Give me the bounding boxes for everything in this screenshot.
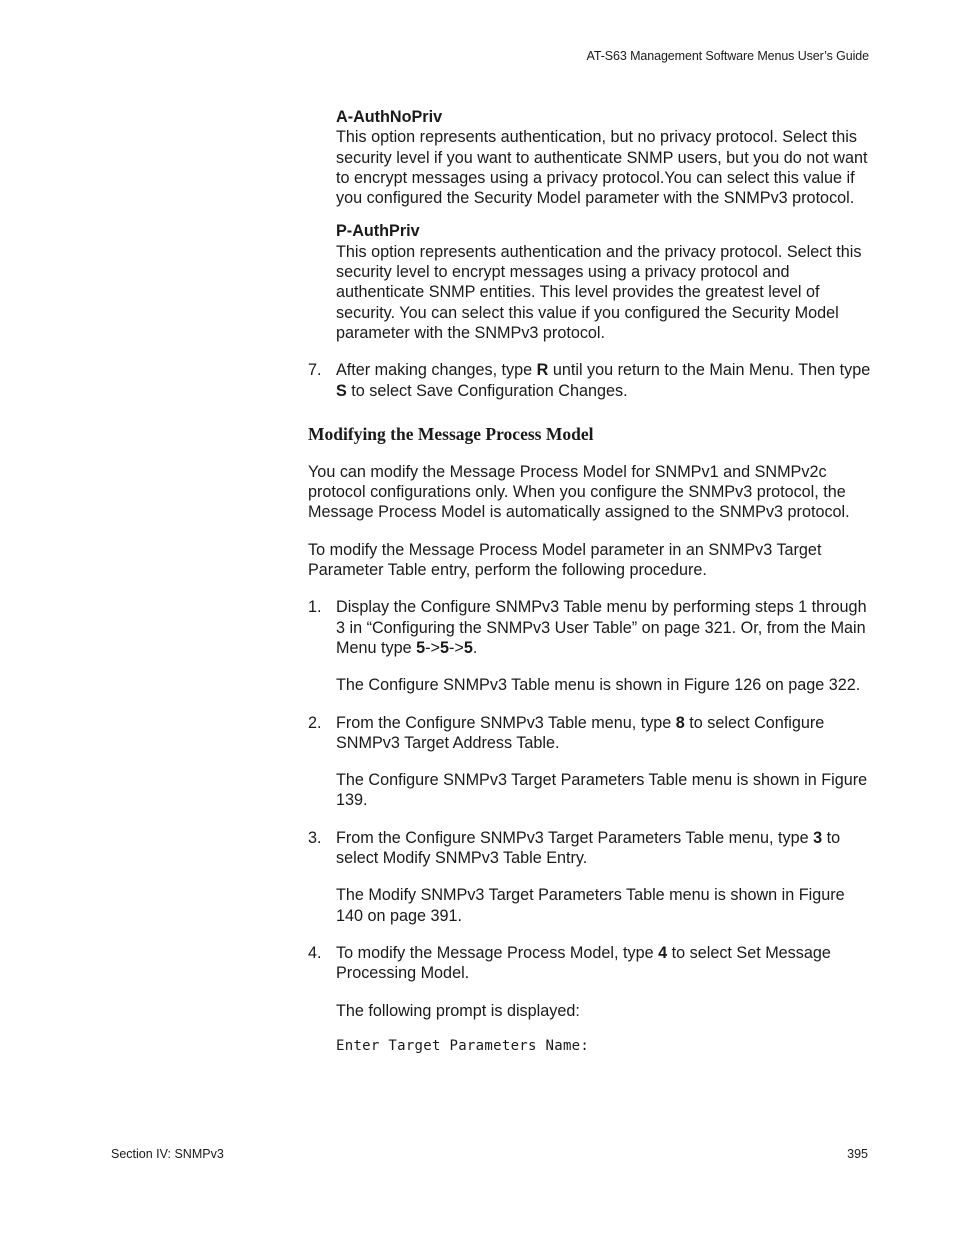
footer-section: Section IV: SNMPv3: [111, 1147, 224, 1161]
page-content: [308, 107, 873, 1056]
step-number: 3.: [308, 828, 322, 847]
step-4: [308, 943, 873, 984]
step-number: 7.: [308, 361, 322, 380]
step-note: The Modify SNMPv3 Target Parameters Table menu is shown in Figure 140 on page 391.: [336, 886, 845, 925]
step-number: 1.: [308, 598, 322, 617]
command-prompt: Enter Target Parameters Name:: [336, 1037, 590, 1054]
page-number: 395: [847, 1147, 868, 1161]
step-note: The Configure SNMPv3 Table menu is shown in Figure 126 on page 322.: [336, 676, 861, 695]
intro-paragraph: You can modify the Message Process Model for SNMPv1 and SNMPv2c protocol configurations only. When you configure the SNMPv3 protocol, the Message Process Model is automatically assigned to the SNMPv3 protocol.: [308, 462, 850, 522]
term-a-authnopriv: [336, 107, 873, 208]
term-description: This option represents authentication, but no privacy protocol. Select this security level if you want to authenticate SNMP users, but you do not want to encrypt messages using a privacy protocol.You can select this value if you configured the Security Model parameter with the SNMPv3 protocol.: [336, 128, 868, 208]
step-number: 2.: [308, 713, 322, 732]
step-2: [308, 713, 873, 754]
step-7: [308, 360, 873, 401]
term-p-authpriv: [336, 221, 873, 343]
step-text: Display the Configure SNMPv3 Table menu by performing steps 1 through 3 in “Configuring the SNMPv3 User Table” on page 321. Or, from the Main Menu type 5->5->5.: [336, 598, 867, 657]
step-note: The Configure SNMPv3 Target Parameters Table menu is shown in Figure 139.: [336, 771, 868, 810]
step-3: [308, 828, 873, 869]
step-text: After making changes, type R until you return to the Main Menu. Then type S to select Save Configuration Changes.: [336, 361, 871, 400]
procedure-intro: To modify the Message Process Model parameter in an SNMPv3 Target Parameter Table entry, perform the following procedure.: [308, 540, 822, 580]
term-title: P-AuthPriv: [336, 222, 420, 241]
running-header: AT-S63 Management Software Menus User’s Guide: [586, 49, 869, 63]
term-description: This option represents authentication and the privacy protocol. Select this security level to encrypt messages using a privacy protocol and authenticate SNMP entities. This level provides the greatest level of security. You can select this value if you configured the Security Model parameter with the SNMPv3 protocol.: [336, 242, 862, 342]
step-number: 4.: [308, 943, 322, 962]
step-text: To modify the Message Process Model, type 4 to select Set Message Processing Model.: [336, 943, 831, 983]
term-title: A-AuthNoPriv: [336, 108, 443, 126]
step-1: [308, 597, 873, 658]
step-text: From the Configure SNMPv3 Target Parameters Table menu, type 3 to select Modify SNMPv3 Table Entry.: [336, 828, 841, 868]
step-text: From the Configure SNMPv3 Table menu, type 8 to select Configure SNMPv3 Target Address Table.: [336, 713, 825, 752]
step-note: The following prompt is displayed:: [336, 1001, 580, 1020]
section-heading: Modifying the Message Process Model: [308, 423, 594, 444]
